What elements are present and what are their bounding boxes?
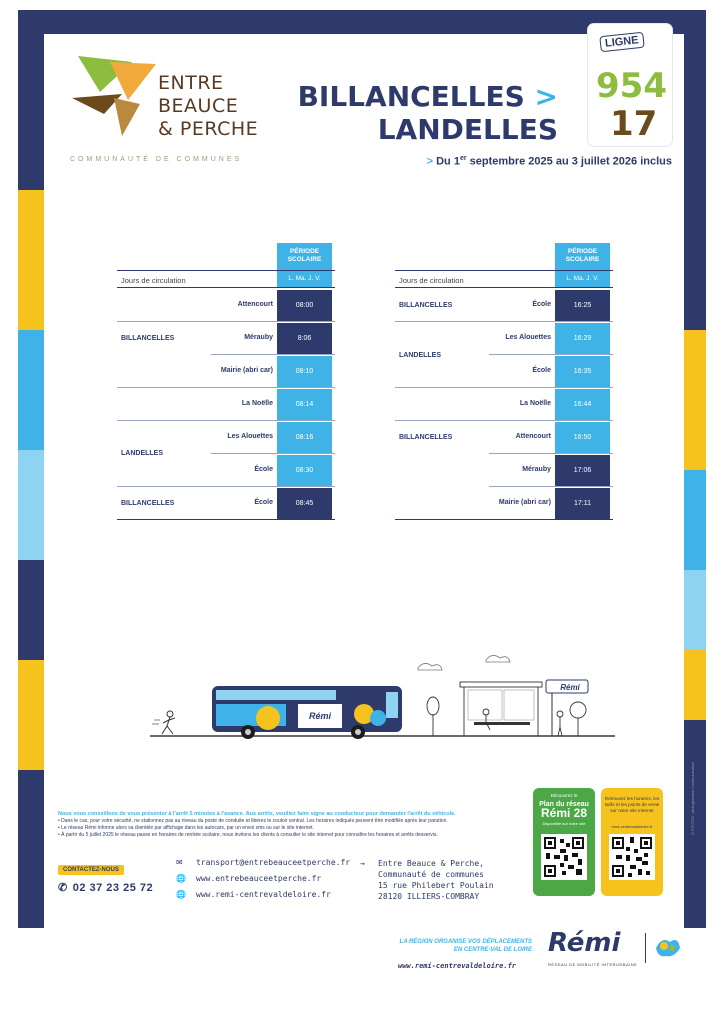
top-rule <box>395 270 613 271</box>
row-divider <box>395 420 613 421</box>
logo-divider <box>645 933 646 963</box>
departure-time: 08:14 <box>277 389 332 421</box>
address-line: 28120 ILLIERS-COMBRAY <box>378 892 480 901</box>
row-divider <box>489 486 613 487</box>
card-top-text: Retrouvez les horaires, les tarifs et les points de vente sur notre site internet <box>604 796 660 813</box>
phone-icon: ✆ <box>58 882 68 894</box>
row-divider <box>489 354 613 355</box>
left-stripe-yellow-2 <box>18 660 44 770</box>
table-row <box>395 488 613 520</box>
line-number-17: 17 <box>610 104 658 144</box>
left-stripe-yellow <box>18 190 44 330</box>
region-tagline <box>380 938 532 954</box>
title-destination: LANDELLES <box>377 113 558 146</box>
departure-time: 16:44 <box>555 389 610 421</box>
card-title <box>536 800 592 818</box>
info-bullet: • Dans le cas, pour votre sécurité, ne stationnez pas au niveau du poste de conduite et libérez le couloir central. Les horaires indiqués peuvent être modifiés après leur parution. <box>58 818 448 824</box>
table-row <box>117 356 335 388</box>
stop-name: Mérauby <box>522 466 551 473</box>
header-rule <box>117 287 335 288</box>
row-divider <box>211 453 335 454</box>
region-website-link[interactable]: www.remi-centrevaldeloire.fr <box>398 962 517 970</box>
header-rule <box>395 287 613 288</box>
stop-name: Mairie (abri car) <box>498 499 551 506</box>
departure-time: 08:10 <box>277 356 332 388</box>
email-text: transport@entrebeauceetperche.fr <box>196 858 351 867</box>
title-origin: BILLANCELLES <box>297 80 525 113</box>
website-link-1[interactable] <box>176 874 321 883</box>
stop-name: École <box>254 499 273 506</box>
town-label: LANDELLES <box>399 352 441 359</box>
town-label: BILLANCELLES <box>121 500 175 507</box>
line-label: LIGNE <box>599 32 644 52</box>
days-value: L. Ma. J. V. <box>277 270 332 287</box>
departure-time: 08:16 <box>277 422 332 454</box>
town-label: BILLANCELLES <box>399 434 453 441</box>
row-divider <box>117 420 335 421</box>
website-text-2: www.remi-centrevaldeloire.fr <box>196 890 331 899</box>
timetable-info-card[interactable] <box>601 788 663 896</box>
remi-logo: Rémi <box>548 928 621 958</box>
stop-name: La Noëlle <box>241 400 273 407</box>
days-label: Jours de circulation <box>121 276 186 285</box>
table-row <box>117 290 335 322</box>
town-label: BILLANCELLES <box>399 302 453 309</box>
card-title-line: Plan du réseau <box>539 801 589 808</box>
website-link-2[interactable] <box>176 890 331 899</box>
table-row <box>395 323 613 355</box>
row-divider <box>395 519 613 520</box>
qr-code-icon <box>612 837 652 877</box>
phone-number[interactable] <box>58 881 153 894</box>
title-arrow: > <box>534 80 558 113</box>
globe-icon: 🌐 <box>176 874 186 883</box>
region-line: EN CENTRE-VAL DE LOIRE <box>453 947 532 953</box>
date-rest: septembre 2025 au 3 juillet 2026 inclus <box>466 155 672 168</box>
phone-text: 02 37 23 25 72 <box>72 882 154 894</box>
card-top-text: Découvrez le <box>550 793 578 798</box>
stop-name: École <box>532 367 551 374</box>
website-text-1: www.entrebeauceetperche.fr <box>196 874 322 883</box>
passenger-info <box>58 811 518 839</box>
remi-tagline: RÉSEAU DE MOBILITÉ INTERURBAINE <box>548 962 638 967</box>
region-logo-icon <box>652 934 682 960</box>
town-label: BILLANCELLES <box>121 335 175 342</box>
logo-line-2: BEAUCE <box>158 95 239 117</box>
card-title-big: Rémi 28 <box>540 806 588 820</box>
entre-beauce-perche-logo-mark <box>70 54 160 138</box>
days-label: Jours de circulation <box>399 276 464 285</box>
bus-brand: Rémi <box>308 711 332 721</box>
address-line: 15 rue Philebert Poulain <box>378 881 494 890</box>
row-divider <box>211 354 335 355</box>
email-link[interactable] <box>176 858 350 867</box>
logo-line-1: ENTRE <box>158 72 224 94</box>
departure-time: 16:25 <box>555 290 610 322</box>
stop-name: Les Alouettes <box>505 334 551 341</box>
table-row <box>117 389 335 421</box>
row-divider <box>117 519 335 520</box>
departure-time: 8:06 <box>277 323 332 355</box>
envelope-icon: ✉ <box>176 858 183 867</box>
info-bullet: • À partir du 5 juillet 2025 le réseau passe en horaires de rentrée scolaire, nous invitons les clients à consulter le site internet pour connaître les horaires et arrêts desservis. <box>58 832 438 838</box>
stop-name: Attencourt <box>515 433 551 440</box>
qr-code[interactable] <box>609 834 655 880</box>
stop-name: Mérauby <box>244 334 273 341</box>
validity-dates <box>427 155 672 168</box>
row-divider <box>395 387 613 388</box>
departure-time: 16:50 <box>555 422 610 454</box>
info-bullet: • Le réseau Rémi informe alors sa clientèle par affichage dans les autocars, par un envoi sms ou sur le site internet. <box>58 825 314 831</box>
stop-sign-brand: Rémi <box>560 683 580 692</box>
departure-time: 16:29 <box>555 323 610 355</box>
departure-time: 08:30 <box>277 455 332 487</box>
table-row <box>117 455 335 487</box>
address-line: Entre Beauce & Perche, <box>378 859 484 868</box>
row-divider <box>117 486 335 487</box>
table-row <box>395 455 613 487</box>
days-value: L. Ma. J. V. <box>555 270 610 287</box>
table-row <box>395 389 613 421</box>
contact-label: CONTACTEZ-NOUS <box>58 865 124 875</box>
row-divider <box>117 387 335 388</box>
right-stripe-sky <box>684 470 706 570</box>
departure-time: 16:35 <box>555 356 610 388</box>
stop-name: Mairie (abri car) <box>220 367 273 374</box>
region-line: LA RÉGION ORGANISE VOS DÉPLACEMENTS <box>399 939 532 945</box>
line-number-954: 954 <box>596 66 667 106</box>
departure-time: 17:11 <box>555 488 610 520</box>
card-subtext: Disponible sur notre site <box>542 821 586 826</box>
route-title <box>298 80 558 146</box>
qr-code-icon <box>544 837 584 877</box>
period-header: PÉRIODE SCOLAIRE <box>555 243 610 270</box>
row-divider <box>395 321 613 322</box>
date-sup: er <box>459 155 467 162</box>
town-label: LANDELLES <box>121 450 163 457</box>
arrow-right-icon: → <box>360 859 365 868</box>
right-stripe-light <box>684 570 706 650</box>
date-prefix: Du 1 <box>436 155 460 168</box>
bus-stop-illustration <box>150 648 620 742</box>
stop-name: École <box>532 301 551 308</box>
address-line: Communauté de communes <box>378 870 484 879</box>
row-divider <box>489 453 613 454</box>
departure-time: 08:00 <box>277 290 332 322</box>
left-stripe-light <box>18 450 44 560</box>
line-badge <box>588 24 672 146</box>
departure-time: 17:06 <box>555 455 610 487</box>
credit-text: © PICTOS : pictogramme communication <box>690 761 695 835</box>
period-header: PÉRIODE SCOLAIRE <box>277 243 332 270</box>
date-arrow: > <box>426 155 434 168</box>
logo-subtitle: COMMUNAUTÉ DE COMMUNES <box>70 156 243 163</box>
info-lead: Nous vous conseillons de vous présenter à l'arrêt 5 minutes à l'avance. Aux arrêts, veuillez faire signe au conducteur pour demander l'arrêt du véhicule. <box>58 811 456 817</box>
globe-icon: 🌐 <box>176 890 186 899</box>
top-rule <box>117 270 335 271</box>
stop-name: Attencourt <box>237 301 273 308</box>
logo-line-3: & PERCHE <box>158 118 259 140</box>
network-map-card[interactable] <box>533 788 595 896</box>
stop-name: École <box>254 466 273 473</box>
card-subtext: remi-centrevaldeloire.fr <box>611 824 653 829</box>
left-stripe-sky <box>18 330 44 450</box>
stop-name: Les Alouettes <box>227 433 273 440</box>
departure-time: 08:45 <box>277 488 332 520</box>
stop-name: La Noëlle <box>519 400 551 407</box>
logo-text <box>158 72 258 141</box>
right-stripe-yellow-2 <box>684 650 706 720</box>
table-row <box>395 356 613 388</box>
row-divider <box>117 321 335 322</box>
right-stripe-yellow <box>684 330 706 470</box>
qr-code[interactable] <box>541 834 587 880</box>
